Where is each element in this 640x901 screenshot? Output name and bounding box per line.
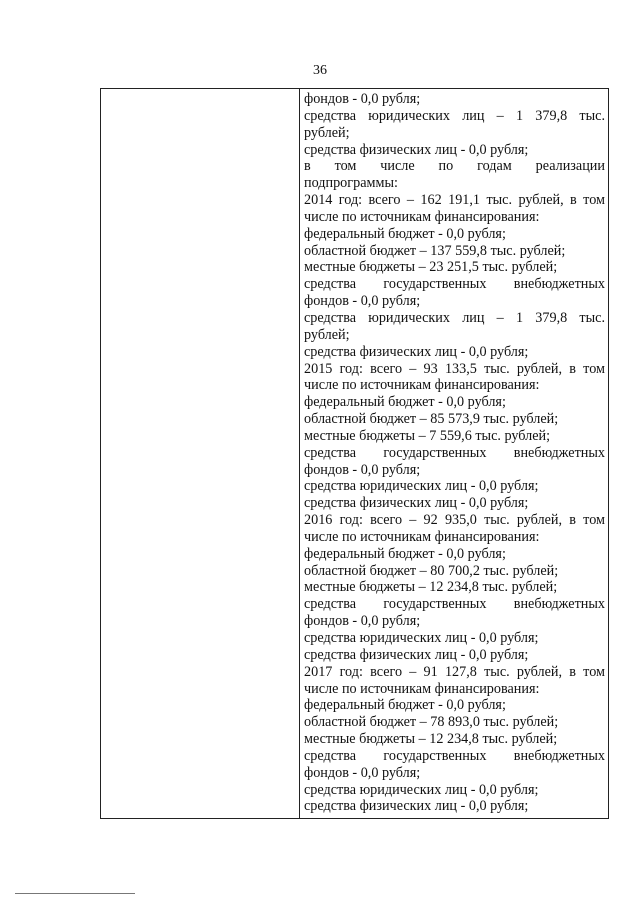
text-line: средства государственных внебюджетных	[304, 596, 605, 613]
text-line: 2015 год: всего – 93 133,5 тыс. рублей, в том	[304, 360, 605, 377]
text-line: федеральный бюджет - 0,0 рубля;	[304, 697, 506, 714]
text-line: средства юридических лиц - 0,0 рубля;	[304, 478, 539, 495]
text-line: 2016 год: всего – 92 935,0 тыс. рублей, в том	[304, 512, 605, 529]
text-line: средства физических лиц - 0,0 рубля;	[304, 141, 529, 158]
text-line: фондов - 0,0 рубля;	[304, 91, 421, 107]
text-line: местные бюджеты – 23 251,5 тыс. рублей;	[304, 259, 558, 276]
page-number: 36	[313, 63, 327, 78]
text-line: федеральный бюджет - 0,0 рубля;	[304, 545, 506, 562]
text-line: областной бюджет – 78 893,0 тыс. рублей;	[304, 714, 559, 731]
table-right-cell	[300, 89, 608, 818]
document-table	[100, 88, 609, 819]
text-line: средства физических лиц - 0,0 рубля;	[304, 646, 529, 663]
text-line: числе по источникам финансирования:	[304, 528, 540, 545]
text-line: средства физических лиц - 0,0 рубля;	[304, 343, 529, 360]
text-line: в том числе по годам реализации	[304, 158, 605, 175]
text-line: числе по источникам финансирования:	[304, 680, 540, 697]
table-left-cell	[101, 89, 300, 818]
text-line: средства юридических лиц - 0,0 рубля;	[304, 781, 539, 798]
text-line: фондов - 0,0 рубля;	[304, 613, 421, 630]
text-line: федеральный бюджет - 0,0 рубля;	[304, 394, 506, 411]
text-line: числе по источникам финансирования:	[304, 377, 540, 394]
text-line: местные бюджеты – 12 234,8 тыс. рублей;	[304, 579, 558, 596]
text-line: средства государственных внебюджетных	[304, 444, 605, 461]
text-line: подпрограммы:	[304, 175, 398, 192]
text-line: федеральный бюджет - 0,0 рубля;	[304, 225, 506, 242]
text-line: фондов - 0,0 рубля;	[304, 764, 421, 781]
text-line: средства физических лиц - 0,0 рубля;	[304, 798, 529, 815]
text-line: средства юридических лиц - 0,0 рубля;	[304, 630, 539, 646]
text-line: 2017 год: всего – 91 127,8 тыс. рублей, в том	[304, 663, 605, 680]
text-line: рублей;	[304, 124, 350, 141]
text-line: средства физических лиц - 0,0 рубля;	[304, 495, 529, 512]
text-line: числе по источникам финансирования:	[304, 208, 540, 225]
text-line: 2014 год: всего – 162 191,1 тыс. рублей, в том	[304, 192, 605, 209]
text-line: средства юридических лиц – 1 379,8 тыс.	[304, 309, 605, 326]
text-line: рублей;	[304, 326, 350, 343]
text-line: областной бюджет – 80 700,2 тыс. рублей;	[304, 562, 559, 579]
text-line: средства государственных внебюджетных	[304, 276, 605, 293]
text-line: местные бюджеты – 12 234,8 тыс. рублей;	[304, 731, 558, 748]
text-line: местные бюджеты – 7 559,6 тыс. рублей;	[304, 427, 551, 444]
text-line: областной бюджет – 137 559,8 тыс. рублей;	[304, 242, 566, 259]
footnote-divider	[15, 893, 135, 894]
text-line: средства государственных внебюджетных	[304, 747, 605, 764]
text-line: средства юридических лиц – 1 379,8 тыс.	[304, 107, 605, 124]
text-line: областной бюджет – 85 573,9 тыс. рублей;	[304, 411, 559, 428]
text-line: фондов - 0,0 рубля;	[304, 293, 421, 310]
text-line: фондов - 0,0 рубля;	[304, 461, 421, 478]
